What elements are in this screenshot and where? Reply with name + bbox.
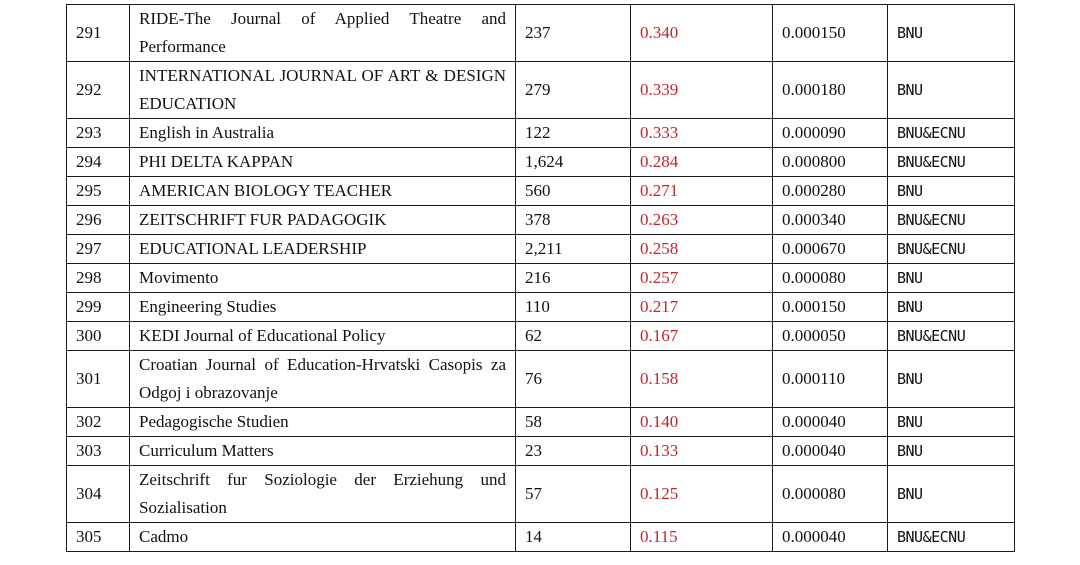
rank-cell: 292	[67, 62, 130, 119]
share-cell: 0.000110	[773, 351, 888, 408]
share-cell: 0.000040	[773, 408, 888, 437]
institution-cell: BNU&ECNU	[888, 148, 1015, 177]
institution-cell: BNU	[888, 437, 1015, 466]
rank-cell: 300	[67, 322, 130, 351]
journal-name-cell: PHI DELTA KAPPAN	[130, 148, 516, 177]
institution-cell: BNU	[888, 293, 1015, 322]
journal-name-cell: ZEITSCHRIFT FUR PADAGOGIK	[130, 206, 516, 235]
score-cell: 0.284	[631, 148, 773, 177]
share-cell: 0.000040	[773, 523, 888, 552]
share-cell: 0.000040	[773, 437, 888, 466]
institution-cell: BNU	[888, 466, 1015, 523]
institution-cell: BNU	[888, 177, 1015, 206]
journal-name-cell: INTERNATIONAL JOURNAL OF ART & DESIGN EDUCATION	[130, 62, 516, 119]
table-row	[67, 293, 1015, 322]
share-cell: 0.000800	[773, 148, 888, 177]
journal-ranking-table	[66, 4, 1015, 552]
table-row	[67, 177, 1015, 206]
citations-cell: 216	[516, 264, 631, 293]
score-cell: 0.333	[631, 119, 773, 148]
share-cell: 0.000080	[773, 264, 888, 293]
journal-name-cell: Movimento	[130, 264, 516, 293]
journal-name-cell: Engineering Studies	[130, 293, 516, 322]
institution-cell: BNU	[888, 408, 1015, 437]
institution-cell: BNU&ECNU	[888, 119, 1015, 148]
share-cell: 0.000670	[773, 235, 888, 264]
journal-ranking-table-container	[66, 4, 1015, 552]
rank-cell: 298	[67, 264, 130, 293]
rank-cell: 291	[67, 5, 130, 62]
score-cell: 0.263	[631, 206, 773, 235]
score-cell: 0.115	[631, 523, 773, 552]
score-cell: 0.140	[631, 408, 773, 437]
institution-cell: BNU&ECNU	[888, 322, 1015, 351]
journal-name-cell: EDUCATIONAL LEADERSHIP	[130, 235, 516, 264]
citations-cell: 378	[516, 206, 631, 235]
table-row	[67, 408, 1015, 437]
citations-cell: 279	[516, 62, 631, 119]
journal-name-cell: Curriculum Matters	[130, 437, 516, 466]
table-row	[67, 322, 1015, 351]
rank-cell: 297	[67, 235, 130, 264]
share-cell: 0.000050	[773, 322, 888, 351]
table-row	[67, 437, 1015, 466]
score-cell: 0.271	[631, 177, 773, 206]
share-cell: 0.000180	[773, 62, 888, 119]
table-row	[67, 5, 1015, 62]
citations-cell: 57	[516, 466, 631, 523]
citations-cell: 122	[516, 119, 631, 148]
journal-name-cell: RIDE-The Journal of Applied Theatre and Performance	[130, 5, 516, 62]
score-cell: 0.340	[631, 5, 773, 62]
table-row	[67, 206, 1015, 235]
table-body	[67, 5, 1015, 552]
institution-cell: BNU	[888, 62, 1015, 119]
share-cell: 0.000150	[773, 293, 888, 322]
citations-cell: 237	[516, 5, 631, 62]
journal-name-cell: Cadmo	[130, 523, 516, 552]
table-row	[67, 235, 1015, 264]
citations-cell: 560	[516, 177, 631, 206]
institution-cell: BNU&ECNU	[888, 206, 1015, 235]
table-row	[67, 148, 1015, 177]
rank-cell: 299	[67, 293, 130, 322]
rank-cell: 303	[67, 437, 130, 466]
citations-cell: 1,624	[516, 148, 631, 177]
journal-name-cell: English in Australia	[130, 119, 516, 148]
citations-cell: 62	[516, 322, 631, 351]
institution-cell: BNU&ECNU	[888, 235, 1015, 264]
share-cell: 0.000280	[773, 177, 888, 206]
table-row	[67, 119, 1015, 148]
score-cell: 0.257	[631, 264, 773, 293]
table-row	[67, 62, 1015, 119]
rank-cell: 301	[67, 351, 130, 408]
score-cell: 0.339	[631, 62, 773, 119]
journal-name-cell: Pedagogische Studien	[130, 408, 516, 437]
score-cell: 0.125	[631, 466, 773, 523]
institution-cell: BNU	[888, 351, 1015, 408]
journal-name-cell: AMERICAN BIOLOGY TEACHER	[130, 177, 516, 206]
score-cell: 0.217	[631, 293, 773, 322]
institution-cell: BNU	[888, 264, 1015, 293]
journal-name-cell: KEDI Journal of Educational Policy	[130, 322, 516, 351]
journal-name-cell: Croatian Journal of Education-Hrvatski Casopis za Odgoj i obrazovanje	[130, 351, 516, 408]
citations-cell: 110	[516, 293, 631, 322]
citations-cell: 58	[516, 408, 631, 437]
citations-cell: 23	[516, 437, 631, 466]
rank-cell: 293	[67, 119, 130, 148]
citations-cell: 76	[516, 351, 631, 408]
rank-cell: 302	[67, 408, 130, 437]
share-cell: 0.000340	[773, 206, 888, 235]
rank-cell: 304	[67, 466, 130, 523]
rank-cell: 294	[67, 148, 130, 177]
table-row	[67, 351, 1015, 408]
share-cell: 0.000090	[773, 119, 888, 148]
journal-name-cell: Zeitschrift fur Soziologie der Erziehung und Sozialisation	[130, 466, 516, 523]
score-cell: 0.167	[631, 322, 773, 351]
institution-cell: BNU	[888, 5, 1015, 62]
score-cell: 0.258	[631, 235, 773, 264]
share-cell: 0.000150	[773, 5, 888, 62]
citations-cell: 2,211	[516, 235, 631, 264]
score-cell: 0.158	[631, 351, 773, 408]
table-row	[67, 466, 1015, 523]
score-cell: 0.133	[631, 437, 773, 466]
rank-cell: 295	[67, 177, 130, 206]
share-cell: 0.000080	[773, 466, 888, 523]
table-row	[67, 264, 1015, 293]
citations-cell: 14	[516, 523, 631, 552]
institution-cell: BNU&ECNU	[888, 523, 1015, 552]
rank-cell: 296	[67, 206, 130, 235]
table-row	[67, 523, 1015, 552]
rank-cell: 305	[67, 523, 130, 552]
